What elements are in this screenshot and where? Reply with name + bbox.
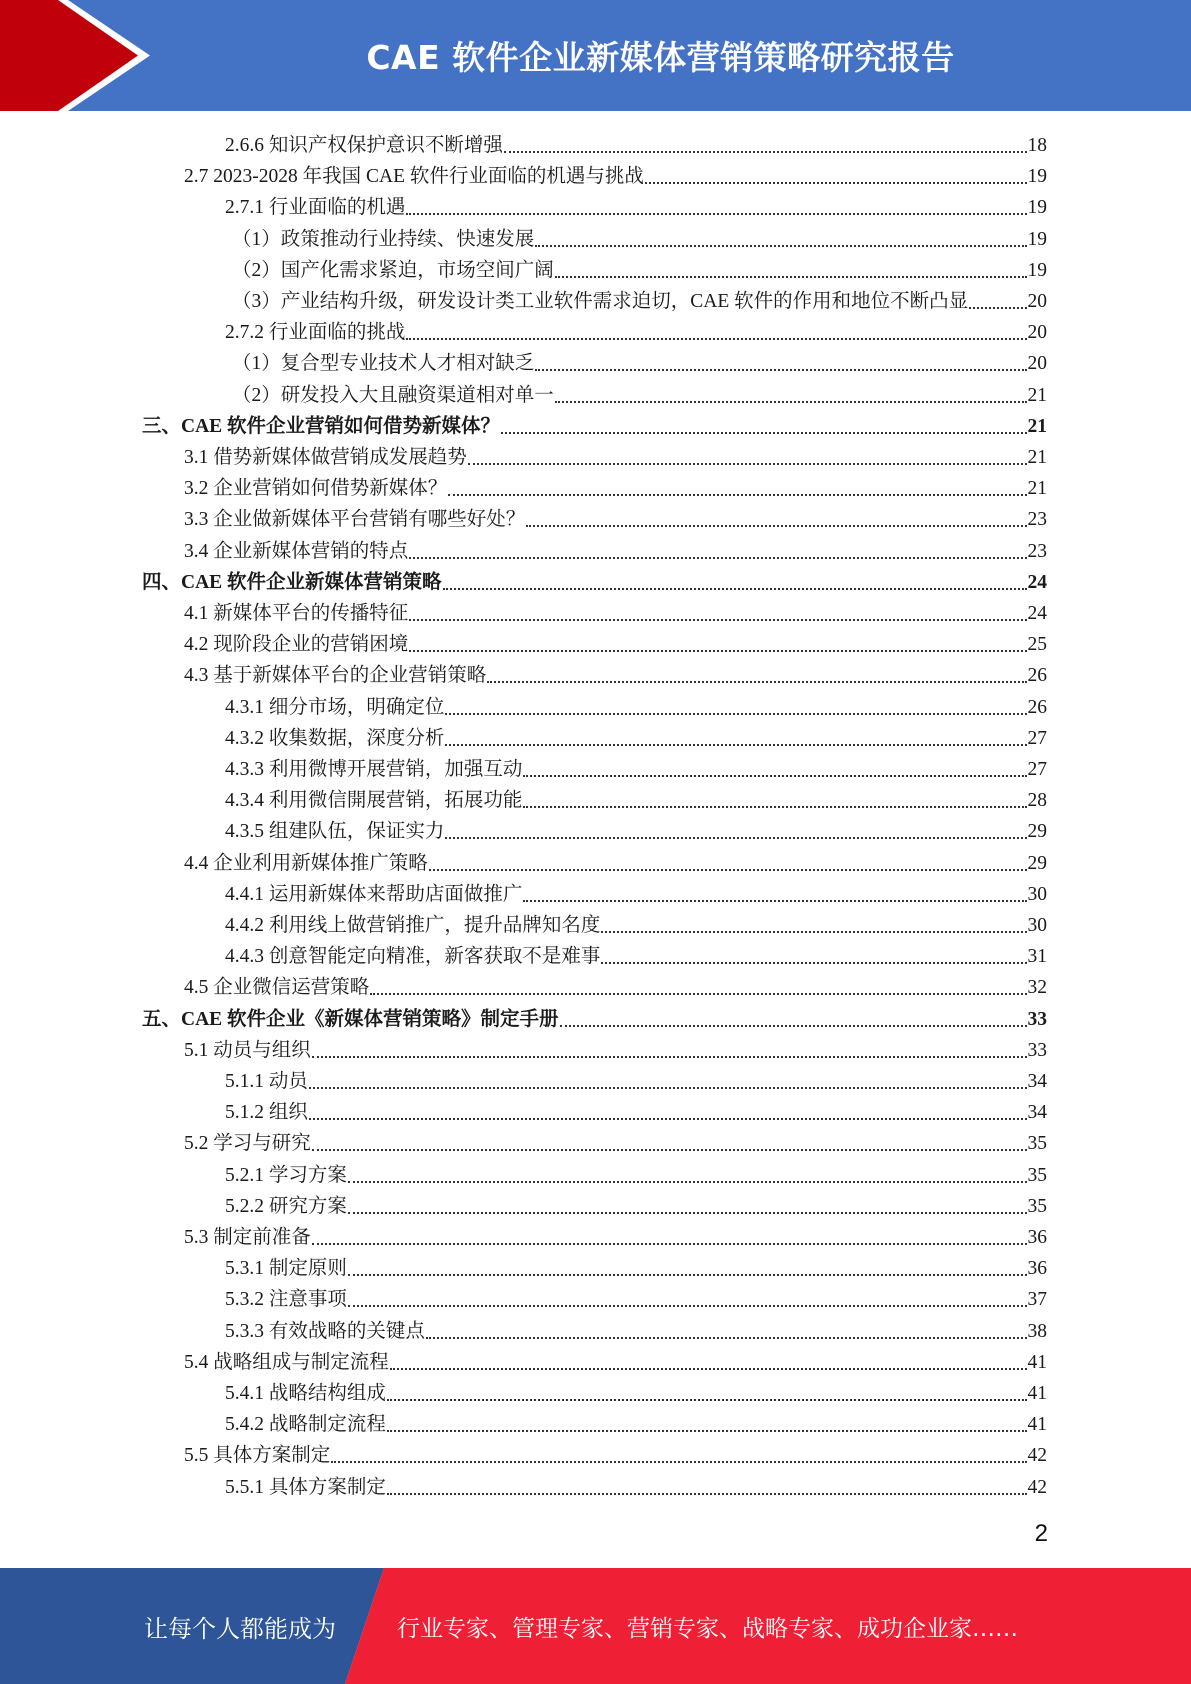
toc-entry-page: 19 [1027, 166, 1047, 188]
toc-entry-page: 20 [1027, 291, 1047, 312]
toc-entry-page: 36 [1027, 1258, 1047, 1280]
toc-entry-page: 37 [1027, 1289, 1047, 1311]
toc-entry[interactable] [225, 1281, 1047, 1312]
toc-entry-label: 3.2 企业营销如何借势新媒体？ [184, 478, 448, 500]
toc-entry-page: 26 [1027, 696, 1047, 718]
toc-entry[interactable] [225, 720, 1047, 751]
toc-entry[interactable] [225, 1406, 1047, 1437]
toc-leader-dots [390, 1367, 1027, 1370]
toc-entry-page: 21 [1027, 384, 1047, 406]
toc-entry-label: 5.3 制定前准备 [184, 1227, 311, 1248]
toc-entry-label: 4.3.3 利用微博开展营销，加强互动 [225, 759, 523, 780]
toc-entry-label: 三、CAE 软件企业营销如何借势新媒体？ [142, 415, 501, 437]
toc-entry[interactable] [232, 345, 1047, 376]
toc-entry[interactable] [232, 221, 1047, 252]
toc-entry[interactable] [184, 969, 1047, 1000]
toc-leader-dots [387, 1492, 1027, 1495]
toc-entry-label: 5.3.1 制定原则 [225, 1258, 347, 1280]
toc-leader-dots [409, 618, 1026, 621]
toc-entry-label: 5.1 动员与组织 [184, 1039, 311, 1061]
toc-entry-label: 3.3 企业做新媒体平台营销有哪些好处？ [184, 509, 526, 531]
toc-entry-label: （2）国产化需求紧迫，市场空间广阔 [232, 259, 554, 281]
toc-entry-page: 26 [1027, 665, 1047, 687]
toc-entry-page: 42 [1027, 1476, 1047, 1498]
toc-entry-label: 5.4 战略组成与制定流程 [184, 1351, 389, 1373]
toc-entry[interactable] [225, 1313, 1047, 1344]
toc-entry[interactable] [142, 1001, 1047, 1032]
toc-entry[interactable] [184, 1437, 1047, 1468]
toc-entry[interactable] [184, 1125, 1047, 1156]
footer-banner [0, 1568, 1191, 1684]
toc-entry-page: 33 [1027, 1039, 1047, 1061]
toc-leader-dots [312, 1242, 1027, 1245]
toc-entry-label: 3.1 借势新媒体做营销成发展趋势 [184, 447, 467, 468]
toc-entry[interactable] [142, 408, 1047, 439]
toc-entry-page: 19 [1027, 197, 1047, 219]
toc-entry-page: 35 [1027, 1133, 1047, 1155]
toc-entry-page: 32 [1027, 977, 1047, 999]
toc-entry-page: 28 [1027, 790, 1047, 812]
toc-entry[interactable] [184, 657, 1047, 688]
toc-entry-page: 33 [1027, 1008, 1047, 1030]
toc-entry[interactable] [225, 876, 1047, 907]
toc-leader-dots [535, 368, 1026, 371]
toc-entry[interactable] [225, 782, 1047, 813]
toc-entry[interactable] [225, 1188, 1047, 1219]
toc-entry-label: （1）复合型专业技术人才相对缺乏 [232, 353, 535, 375]
toc-leader-dots [601, 961, 1026, 964]
toc-entry-page: 35 [1027, 1195, 1047, 1217]
toc-leader-dots [448, 493, 1026, 496]
toc-entry[interactable] [225, 314, 1047, 345]
toc-entry-label: 四、CAE 软件企业新媒体营销策略 [142, 571, 442, 593]
toc-leader-dots [523, 805, 1026, 808]
toc-leader-dots [348, 1273, 1027, 1276]
toc-entry-page: 29 [1027, 821, 1047, 843]
toc-leader-dots [426, 1336, 1027, 1339]
toc-leader-dots [560, 1024, 1027, 1027]
toc-entry-label: 4.3.2 收集数据，深度分析 [225, 727, 445, 749]
toc-entry-page: 38 [1027, 1320, 1047, 1342]
toc-leader-dots [331, 1460, 1026, 1463]
toc-entry[interactable] [225, 907, 1047, 938]
toc-entry[interactable] [225, 1250, 1047, 1281]
toc-leader-dots [501, 431, 1026, 434]
toc-leader-dots [348, 1180, 1027, 1183]
toc-entry-label: 4.3.4 利用微信開展营销，拓展功能 [225, 790, 523, 812]
toc-entry-page: 24 [1027, 603, 1047, 624]
toc-entry[interactable] [225, 938, 1047, 969]
toc-leader-dots [312, 1148, 1027, 1151]
header-bar [0, 0, 1191, 111]
toc-entry[interactable] [225, 127, 1047, 158]
toc-leader-dots [504, 150, 1027, 153]
toc-leader-dots [555, 400, 1027, 403]
toc-entry-label: 4.4 企业利用新媒体推广策略 [184, 852, 428, 874]
toc-entry-page: 24 [1027, 571, 1047, 593]
toc-entry[interactable] [225, 751, 1047, 782]
toc-entry-label: 5.2 学习与研究 [184, 1133, 311, 1155]
toc-entry-page: 25 [1027, 634, 1047, 656]
toc-leader-dots [370, 992, 1026, 995]
toc-entry[interactable] [184, 845, 1047, 876]
toc-entry-page: 21 [1027, 415, 1047, 437]
toc-entry[interactable] [225, 1063, 1047, 1094]
toc-entry-page: 30 [1027, 915, 1047, 936]
toc-leader-dots [312, 1055, 1027, 1058]
toc-leader-dots [487, 680, 1026, 683]
toc-entry[interactable] [232, 377, 1047, 408]
toc-entry-page: 21 [1027, 447, 1047, 468]
header-arrow-icon [0, 0, 160, 111]
toc-entry-label: 5.3.2 注意事项 [225, 1289, 347, 1311]
toc-entry-label: 5.4.2 战略制定流程 [225, 1414, 386, 1436]
toc-leader-dots [406, 337, 1026, 340]
toc-entry-label: 5.2.2 研究方案 [225, 1195, 347, 1217]
toc-entry[interactable] [232, 283, 1047, 314]
toc-entry-label: （1）政策推动行业持续、快速发展 [232, 228, 535, 250]
toc-entry-label: 5.1.2 组织 [225, 1102, 308, 1124]
toc-entry[interactable] [225, 689, 1047, 720]
toc-leader-dots [969, 306, 1026, 309]
toc-entry-label: 2.7.1 行业面临的机遇 [225, 197, 406, 219]
page-number: 2 [1034, 1520, 1048, 1547]
toc-entry-label: 4.4.2 利用线上做营销推广，提升品牌知名度 [225, 915, 601, 936]
toc-entry[interactable] [225, 1375, 1047, 1406]
toc-leader-dots [309, 1117, 1027, 1120]
toc-entry[interactable] [225, 1157, 1047, 1188]
toc-entry[interactable] [184, 1219, 1047, 1250]
toc-leader-dots [445, 712, 1026, 715]
toc-leader-dots [443, 587, 1027, 590]
toc-entry[interactable] [142, 564, 1047, 595]
toc-entry-label: 5.2.1 学习方案 [225, 1164, 347, 1186]
toc-entry-label: 4.3.1 细分市场，明确定位 [225, 696, 445, 718]
toc-entry-page: 36 [1027, 1227, 1047, 1248]
toc-entry-label: 2.6.6 知识产权保护意识不断增强 [225, 135, 503, 156]
toc-entry-label: 4.4.1 运用新媒体来帮助店面做推广 [225, 883, 523, 905]
toc-entry-label: 3.4 企业新媒体营销的特点 [184, 540, 409, 562]
toc-leader-dots [555, 275, 1027, 278]
toc-leader-dots [445, 743, 1026, 746]
toc-entry[interactable] [184, 158, 1047, 189]
toc-entry[interactable] [225, 813, 1047, 844]
footer-slogan-right: 行业专家、管理专家、营销专家、战略专家、成功企业家…… [397, 1615, 1018, 1642]
toc-entry-page: 20 [1027, 322, 1047, 344]
toc-entry-label: 5.3.3 有效战略的关键点 [225, 1320, 425, 1342]
toc-entry[interactable] [232, 252, 1047, 283]
toc-leader-dots [535, 244, 1026, 247]
toc-leader-dots [387, 1429, 1027, 1432]
toc-entry-label: 5.4.1 战略结构组成 [225, 1383, 386, 1404]
toc-entry-label: 五、CAE 软件企业《新媒体营销策略》制定手册 [142, 1008, 559, 1030]
toc-entry-page: 18 [1027, 135, 1047, 156]
toc-entry[interactable] [225, 189, 1047, 220]
toc-entry-label: 4.2 现阶段企业的营销困境 [184, 634, 409, 656]
toc-leader-dots [409, 556, 1026, 559]
toc-leader-dots [526, 524, 1026, 527]
toc-entry[interactable] [184, 470, 1047, 501]
toc-entry-label: 5.5.1 具体方案制定 [225, 1476, 386, 1498]
toc-leader-dots [309, 1086, 1027, 1089]
toc-entry[interactable] [225, 1094, 1047, 1125]
toc-entry[interactable] [184, 626, 1047, 657]
toc-entry[interactable] [184, 533, 1047, 564]
toc-leader-dots [348, 1304, 1027, 1307]
toc-leader-dots [406, 212, 1026, 215]
toc-entry-page: 29 [1027, 852, 1047, 874]
toc-entry-page: 19 [1027, 228, 1047, 250]
toc-entry-label: 4.3 基于新媒体平台的企业营销策略 [184, 665, 487, 687]
toc-entry-label: （3）产业结构升级，研发设计类工业软件需求迫切，CAE 软件的作用和地位不断凸显 [232, 291, 969, 312]
toc-leader-dots [445, 836, 1026, 839]
toc-entry-label: 4.3.5 组建队伍，保证实力 [225, 821, 445, 843]
toc-entry-label: 4.5 企业微信运营策略 [184, 977, 370, 999]
toc-entry-page: 19 [1027, 259, 1047, 281]
toc-leader-dots [429, 868, 1027, 871]
toc-entry[interactable] [184, 1344, 1047, 1375]
toc-entry-page: 23 [1027, 509, 1047, 531]
toc-leader-dots [348, 1211, 1027, 1214]
toc-entry-page: 27 [1027, 727, 1047, 749]
toc-entry-label: 2.7.2 行业面临的挑战 [225, 322, 406, 344]
toc-entry-label: 4.1 新媒体平台的传播特征 [184, 603, 409, 624]
toc-leader-dots [523, 899, 1026, 902]
footer-slogan-left: 让每个人都能成为 [144, 1614, 336, 1643]
toc-entry[interactable] [184, 439, 1047, 470]
toc-entry-page: 35 [1027, 1164, 1047, 1186]
toc-entry[interactable] [225, 1469, 1047, 1500]
toc-entry-page: 41 [1027, 1351, 1047, 1373]
toc-entry-page: 34 [1027, 1102, 1047, 1124]
toc-entry-page: 20 [1027, 353, 1047, 375]
toc-leader-dots [409, 649, 1026, 652]
toc-entry-page: 41 [1027, 1414, 1047, 1436]
toc-leader-dots [468, 462, 1027, 465]
toc-leader-dots [387, 1398, 1027, 1401]
toc-entry[interactable] [184, 501, 1047, 532]
toc-entry[interactable] [184, 1032, 1047, 1063]
toc-entry-label: 5.1.1 动员 [225, 1071, 308, 1092]
toc-entry-page: 41 [1027, 1383, 1047, 1404]
toc-leader-dots [601, 930, 1026, 933]
toc-entry-label: 4.4.3 创意智能定向精准，新客获取不是难事 [225, 946, 601, 968]
toc-entry-page: 30 [1027, 883, 1047, 905]
toc-entry-page: 34 [1027, 1071, 1047, 1092]
toc-entry-page: 42 [1027, 1445, 1047, 1467]
toc-entry-label: 2.7 2023-2028 年我国 CAE 软件行业面临的机遇与挑战 [184, 166, 644, 188]
toc-entry-page: 31 [1027, 946, 1047, 968]
toc-entry[interactable] [184, 595, 1047, 626]
toc-entry-page: 27 [1027, 759, 1047, 780]
toc-entry-label: 5.5 具体方案制定 [184, 1445, 331, 1467]
document-title: CAE 软件企业新媒体营销策略研究报告 [366, 38, 955, 77]
toc-entry-page: 23 [1027, 540, 1047, 562]
toc-leader-dots [523, 774, 1026, 777]
toc-leader-dots [645, 181, 1027, 184]
toc-entry-label: （2）研发投入大且融资渠道相对单一 [232, 384, 554, 406]
toc-entry-page: 21 [1027, 478, 1047, 500]
